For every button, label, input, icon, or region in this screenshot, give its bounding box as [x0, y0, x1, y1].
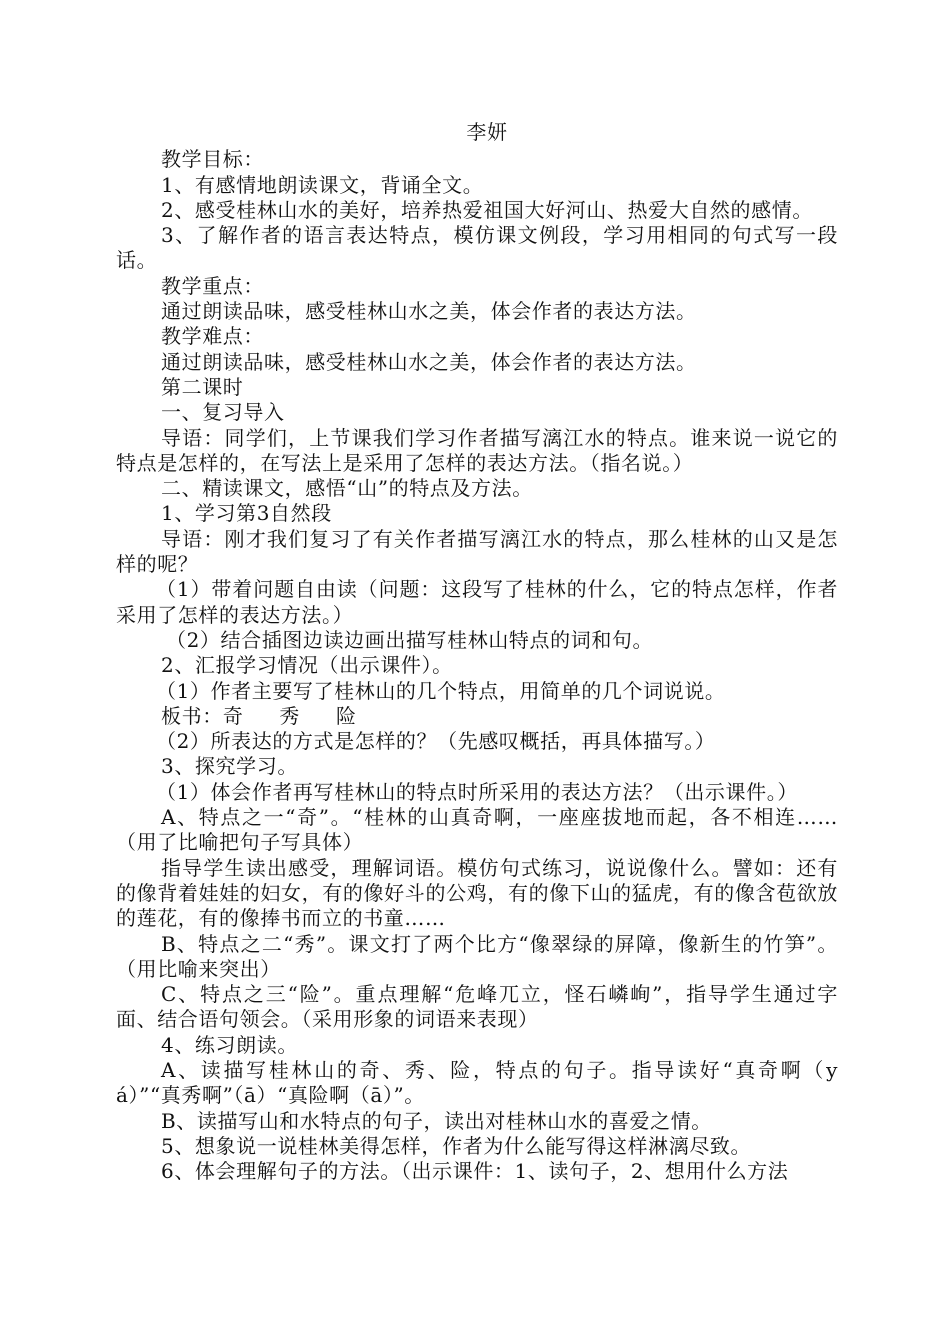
- paragraph: A、读描写桂林山的奇、秀、险，特点的句子。指导读好“真奇啊（yá）”“真秀啊”（ā）“真险啊（ā）”。: [116, 1057, 838, 1108]
- paragraph: 一、复习导入: [161, 400, 285, 425]
- paragraph: 教学难点：: [161, 324, 264, 349]
- paragraph: （2）所表达的方式是怎样的？（先感叹概括，再具体描写。）: [156, 729, 716, 754]
- paragraph: 指导学生读出感受，理解词语。模仿句式练习，说说像什么。譬如：还有的像背着娃娃的妇女，有的像好斗的公鸡，有的像下山的猛虎，有的像含苞欲放的莲花，有的像捧书而立的书童……: [116, 855, 838, 931]
- paragraph: 通过朗读品味，感受桂林山水之美，体会作者的表达方法。: [161, 299, 697, 324]
- paragraph: 6、体会理解句子的方法。（出示课件：1、读句子，2、想用什么方法: [161, 1159, 789, 1184]
- paragraph: （2）结合插图边读边画出描写桂林山特点的词和句。: [166, 627, 654, 652]
- paragraph: 通过朗读品味，感受桂林山水之美，体会作者的表达方法。: [161, 349, 697, 374]
- paragraph: 1、学习第3自然段: [161, 501, 332, 526]
- paragraph: 3、了解作者的语言表达特点，模仿课文例段，学习用相同的句式写一段话。: [116, 223, 838, 273]
- paragraph: 4、练习朗读。: [161, 1032, 298, 1057]
- paragraph: 教学重点：: [161, 273, 264, 298]
- board-word: 险: [336, 703, 357, 728]
- paragraph: A、特点之一“奇”。“桂林的山真奇啊，一座座拔地而起，各不相连……（用了比喻把句子写具体）: [116, 805, 838, 855]
- board-writing: [116, 704, 838, 729]
- paragraph: B、特点之二“秀”。课文打了两个比方“像翠绿的屏障，像新生的竹笋”。（用比喻来突出）: [116, 931, 838, 981]
- paragraph: B、读描写山和水特点的句子，读出对桂林山水的喜爱之情。: [161, 1108, 712, 1133]
- paragraph: 教学目标：: [161, 147, 264, 172]
- paragraph: C、特点之三“险”。重点理解“危峰兀立，怪石嶙峋”，指导学生通过字面、结合语句领会。（采用形象的词语来表现）: [116, 982, 838, 1032]
- board-word: 奇: [222, 703, 244, 728]
- document-page: [116, 120, 838, 1184]
- paragraph: 导语：刚才我们复习了有关作者描写漓江水的特点，那么桂林的山又是怎样的呢？: [116, 526, 838, 577]
- paragraph: 1、有感情地朗读课文，背诵全文。: [161, 172, 484, 197]
- author-name: 李妍: [466, 120, 508, 144]
- paragraph: 2、汇报学习情况（出示课件）。: [161, 653, 453, 678]
- paragraph: 2、感受桂林山水的美好，培养热爱祖国大好河山、热爱大自然的感情。: [161, 197, 813, 222]
- paragraph: 二、精读课文，感悟“山”的特点及方法。: [161, 476, 533, 501]
- paragraph: 第二课时: [161, 374, 244, 399]
- paragraph: （1）体会作者再写桂林山的特点时所采用的表达方法？（出示课件。）: [156, 779, 798, 804]
- paragraph: 导语：同学们，上节课我们学习作者描写漓江水的特点。谁来说一说它的特点是怎样的，在写法上是采用了怎样的表达方法。（指名说。）: [116, 425, 838, 475]
- paragraph: （1）作者主要写了桂林山的几个特点，用简单的几个词说说。: [156, 678, 726, 703]
- paragraph: （1）带着问题自由读（问题：这段写了桂林的什么，它的特点怎样，作者采用了怎样的表达方法。）: [116, 577, 838, 627]
- paragraph: 5、想象说一说桂林美得怎样，作者为什么能写得这样淋漓尽致。: [161, 1133, 752, 1158]
- paragraph: 3、探究学习。: [161, 754, 298, 779]
- board-word: 秀: [279, 703, 301, 728]
- board-label: 板书：: [161, 703, 223, 728]
